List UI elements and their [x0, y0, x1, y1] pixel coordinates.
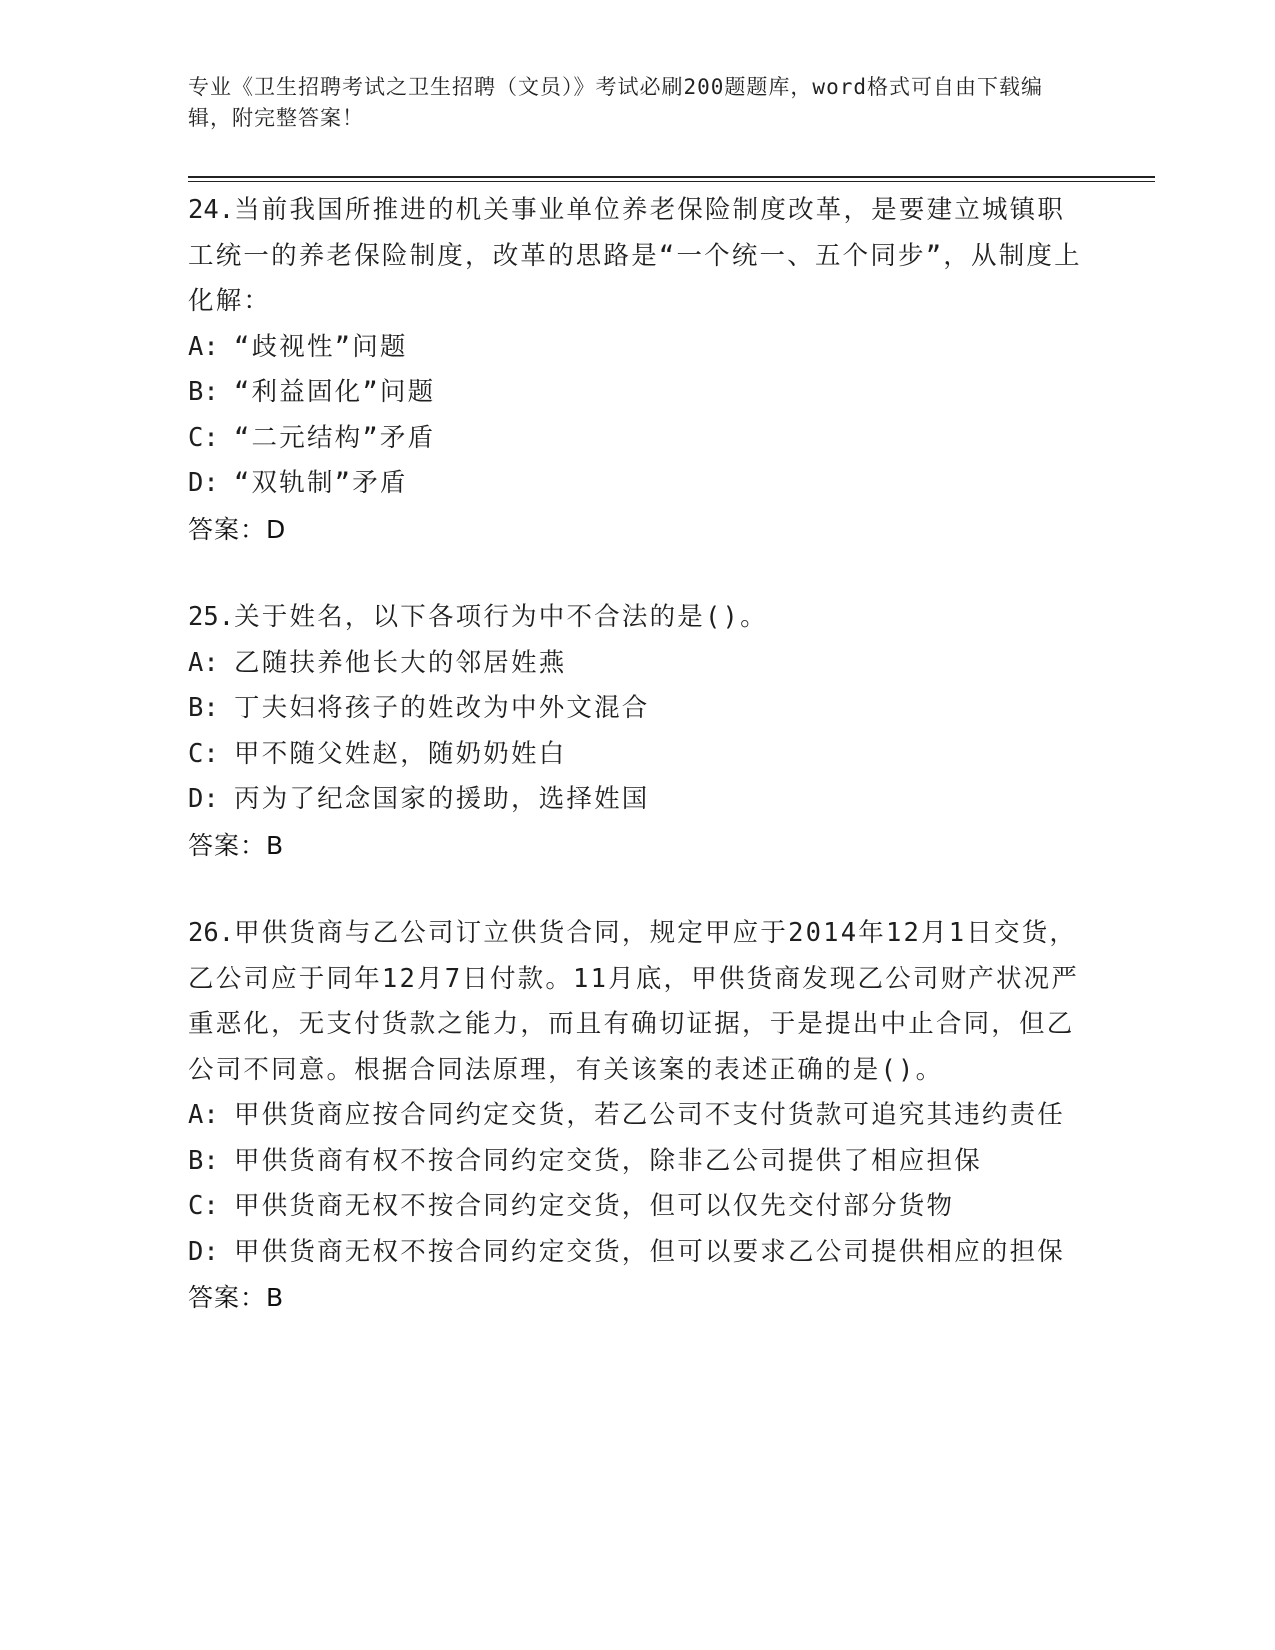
option-d: [188, 777, 1088, 823]
option-c: [188, 1184, 1088, 1230]
option-b: [188, 686, 1088, 732]
option-a: [188, 325, 1088, 371]
option-letter: A:: [188, 331, 219, 362]
document-header: 专业《卫生招聘考试之卫生招聘（文员）》考试必刷200题题库，word格式可自由下载编辑，附完整答案！: [188, 75, 1043, 130]
option-text: 甲不随父姓赵，随奶奶姓白: [234, 738, 567, 769]
answer-line: 答案：B: [188, 1283, 285, 1312]
option-letter: D:: [188, 784, 219, 814]
option-letter: A:: [188, 647, 219, 678]
header-divider-thick: [188, 176, 1155, 178]
question-stem: [188, 188, 1088, 325]
option-text: 丁夫妇将孩子的姓改为中外文混合: [234, 693, 650, 723]
option-text: 甲供货商无权不按合同约定交货，但可以要求乙公司提供相应的担保: [234, 1236, 1066, 1267]
option-b: [188, 1139, 1088, 1185]
option-a: [188, 1093, 1088, 1139]
option-text: 甲供货商有权不按合同约定交货，除非乙公司提供了相应担保: [234, 1145, 982, 1176]
question-text: 当前我国所推进的机关事业单位养老保险制度改革，是要建立城镇职工统一的养老保险制度，改革的思路是“一个统一、五个同步”，从制度上化解：: [188, 195, 1082, 316]
question-list: [188, 188, 1088, 1321]
question-text: 甲供货商与乙公司订立供货合同，规定甲应于2014年12月1日交货，乙公司应于同年12月7日付款。11月底，甲供货商发现乙公司财产状况严重恶化，无支付货款之能力，而且有确切证据，于是提出中止合同，但乙公司不同意。根据合同法原理，有关该案的表述正确的是()。: [188, 918, 1080, 1085]
option-c: [188, 416, 1088, 462]
option-d: [188, 461, 1088, 507]
option-text: “二元结构”矛盾: [234, 422, 436, 453]
question-25: [188, 595, 1088, 868]
answer-line: 答案：B: [188, 830, 285, 860]
option-letter: C:: [188, 1191, 219, 1221]
question-26: [188, 911, 1088, 1321]
option-letter: C:: [188, 738, 219, 769]
header-divider-thin: [188, 181, 1155, 182]
option-a: [188, 641, 1088, 687]
option-letter: D:: [188, 468, 219, 498]
option-text: 丙为了纪念国家的援助，选择姓国: [234, 784, 650, 814]
option-letter: A:: [188, 1100, 219, 1130]
answer-line: 答案：D: [188, 514, 287, 544]
question-number: 25.: [188, 602, 235, 632]
option-letter: B:: [188, 1145, 219, 1176]
option-text: 甲供货商应按合同约定交货，若乙公司不支付货款可追究其违约责任: [234, 1100, 1066, 1130]
option-text: “歧视性”问题: [234, 331, 408, 362]
question-24: [188, 188, 1088, 552]
question-number: 24.: [188, 195, 235, 225]
option-letter: D:: [188, 1236, 219, 1267]
option-text: 乙随扶养他长大的邻居姓燕: [234, 647, 567, 678]
option-c: [188, 732, 1088, 778]
question-stem: [188, 911, 1088, 1093]
option-b: [188, 370, 1088, 416]
option-text: “双轨制”矛盾: [234, 468, 408, 498]
option-letter: B:: [188, 693, 219, 723]
question-text: 关于姓名，以下各项行为中不合法的是()。: [234, 602, 768, 632]
question-spacer: [188, 868, 1088, 911]
question-spacer: [188, 552, 1088, 595]
option-d: [188, 1230, 1088, 1276]
option-text: “利益固化”问题: [234, 377, 436, 407]
option-text: 甲供货商无权不按合同约定交货，但可以仅先交付部分货物: [234, 1191, 955, 1221]
option-letter: C:: [188, 422, 219, 453]
option-letter: B:: [188, 377, 219, 407]
question-stem: [188, 595, 1088, 641]
question-number: 26.: [188, 918, 235, 948]
